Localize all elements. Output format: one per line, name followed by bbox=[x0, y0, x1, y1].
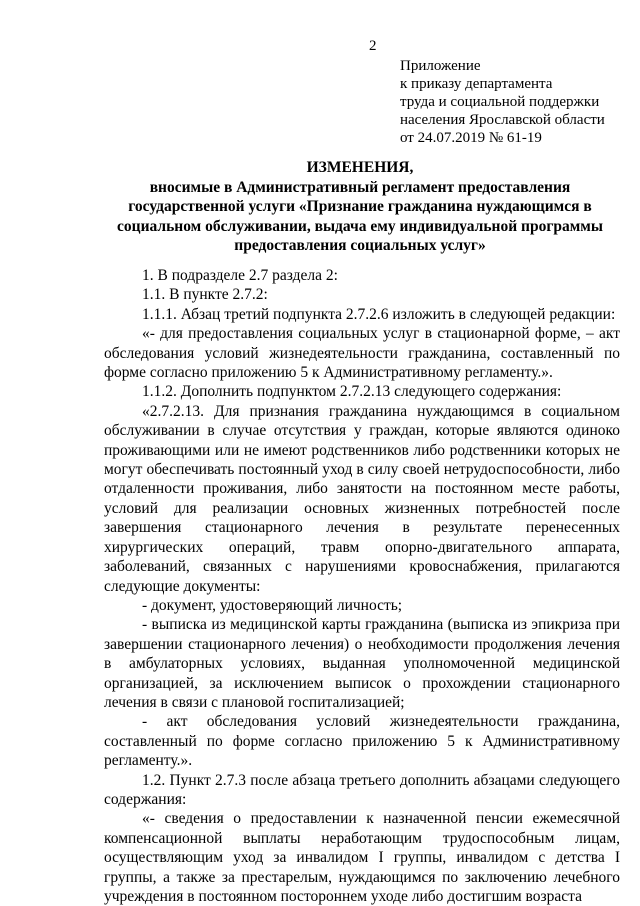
attachment-line: к приказу департамента bbox=[400, 76, 553, 92]
title-line: государственной услуги «Признание гражданина нуждающимся в bbox=[128, 198, 592, 215]
attachment-line: труда и социальной поддержки bbox=[400, 94, 600, 110]
title-line: предоставления социальных услуг» bbox=[234, 237, 486, 254]
attachment-line: от 24.07.2019 № 61-19 bbox=[400, 130, 542, 146]
paragraph: 1.2. Пункт 2.7.3 после абзаца третьего дополнить абзацами следующего содержания: bbox=[104, 771, 620, 808]
title-heading: ИЗМЕНЕНИЯ, bbox=[306, 159, 414, 176]
list-item: - акт обследования условий жизнедеятельности гражданина, составленный по форме согласно приложению 5 к Административному регламенту.». bbox=[104, 713, 620, 770]
document-title bbox=[100, 158, 620, 256]
title-line: социальном обслуживании, выдача ему индивидуальной программы bbox=[117, 217, 603, 235]
paragraph: 1.1. В пункте 2.7.2: bbox=[142, 286, 268, 304]
paragraph: «- для предоставления социальных услуг в стационарной форме, – акт обследования условий жизнедеятельности гражданина, составленный по форме согласно приложению 5 к Административному регламенту.». bbox=[104, 325, 620, 382]
page-number: 2 bbox=[369, 38, 377, 54]
paragraph: «2.7.2.13. Для признания гражданина нуждающимся в социальном обслуживании в случае отсутствия у граждан, которые являются одиноко проживающими или не имеют родственников либо родственники которых не могут обеспечивать постоянный уход в силу своей нетрудоспособности, либо отдаленности проживания, либо занятости на постоянном месте работы, условий для реализации основных жизненных потребностей после завершения стационарного лечения в результате перенесенных хирургических операций, травм опорно-двигательного аппарата, заболеваний, связанных с нарушениями кровоснабжения, прилагаются следующие документы: bbox=[104, 402, 620, 595]
list-item: - выписка из медицинской карты гражданина (выписка из эпикриза при завершении стационарного лечения) о необходимости продолжения лечения в амбулаторных условиях, выданная уполномоченной медицинской организацией, за исключением выписок о прохождении стационарного лечения в связи с плановой госпитализацией; bbox=[104, 616, 620, 711]
paragraph: 1. В подразделе 2.7 раздела 2: bbox=[142, 267, 338, 284]
title-line: вносимые в Административный регламент предоставления bbox=[149, 178, 571, 196]
list-item: - документ, удостоверяющий личность; bbox=[142, 596, 403, 614]
attachment-line: Приложение bbox=[400, 58, 481, 74]
attachment-block bbox=[400, 57, 605, 147]
attachment-line: населения Ярославской области bbox=[400, 112, 605, 128]
document-body bbox=[104, 266, 620, 906]
paragraph: 1.1.1. Абзац третий подпункта 2.7.2.6 изложить в следующей редакции: bbox=[142, 305, 616, 323]
paragraph: 1.1.2. Дополнить подпунктом 2.7.2.13 следующего содержания: bbox=[142, 383, 562, 401]
paragraph: «- сведения о предоставлении к назначенной пенсии ежемесячной компенсационной выплаты неработающим трудоспособным лицам, осуществляющим уход за инвалидом I группы, инвалидом с детства I группы, а также за престарелым, нуждающимся по заключению лечебного учреждения в постоянном постороннем уходе либо достигшим возраста bbox=[104, 810, 620, 905]
